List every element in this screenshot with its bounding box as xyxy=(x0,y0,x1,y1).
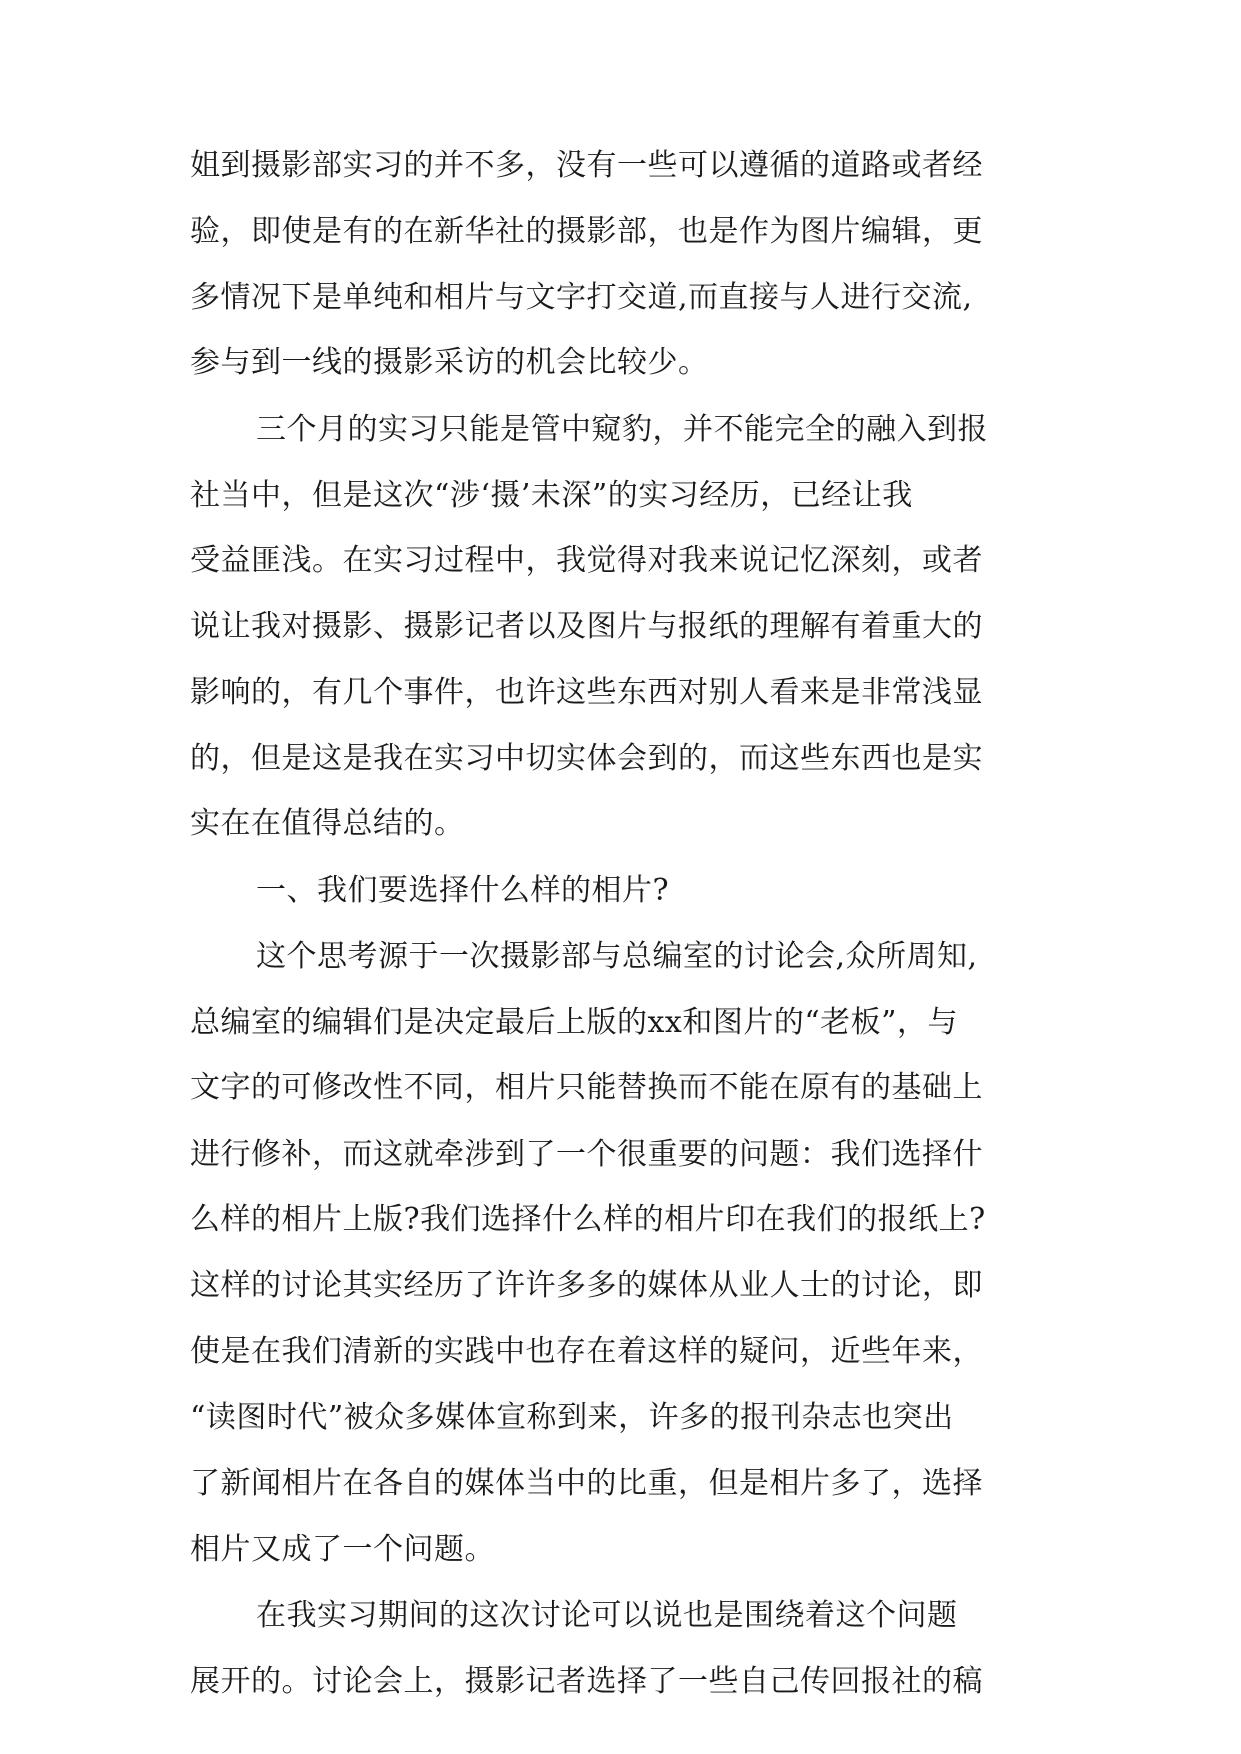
text-line: 验，即使是有的在新华社的摄影部，也是作为图片编辑，更 xyxy=(190,214,983,249)
text-line: 展开的。讨论会上，摄影记者选择了一些自己传回报社的稿 xyxy=(190,1664,983,1699)
text-line: 这样的讨论其实经历了许许多多的媒体从业人士的讨论，即 xyxy=(190,1268,983,1303)
section-heading: 一、我们要选择什么样的相片? xyxy=(256,873,670,908)
text-line: 多情况下是单纯和相片与文字打交道,而直接与人进行交流, xyxy=(190,280,973,315)
text-line: “读图时代”被众多媒体宣称到来，许多的报刊杂志也突出 xyxy=(190,1400,954,1435)
text-line: 实在在值得总结的。 xyxy=(190,806,465,841)
text-line: 受益匪浅。在实习过程中，我觉得对我来说记忆深刻，或者 xyxy=(190,543,983,578)
text-line: 姐到摄影部实习的并不多，没有一些可以遵循的道路或者经 xyxy=(190,148,983,183)
text-line: 社当中，但是这次“涉‘摄’未深”的实习经历，已经让我 xyxy=(190,478,913,513)
paragraph-first-line: 三个月的实习只能是管中窥豹，并不能完全的融入到报 xyxy=(256,412,988,447)
text-line: 总编室的编辑们是决定最后上版的xx和图片的“老板”，与 xyxy=(190,1005,959,1040)
text-line: 么样的相片上版?我们选择什么样的相片印在我们的报纸上? xyxy=(190,1202,986,1237)
text-line: 参与到一线的摄影采访的机会比较少。 xyxy=(190,345,709,380)
text-line: 文字的可修改性不同，相片只能替换而不能在原有的基础上 xyxy=(190,1070,983,1105)
text-line: 的，但是这是我在实习中切实体会到的，而这些东西也是实 xyxy=(190,741,983,776)
text-line: 使是在我们清新的实践中也存在着这样的疑问，近些年来， xyxy=(190,1334,983,1369)
text-line: 相片又成了一个问题。 xyxy=(190,1532,495,1567)
text-line: 进行修补，而这就牵涉到了一个很重要的问题：我们选择什 xyxy=(190,1137,983,1172)
paragraph-first-line: 这个思考源于一次摄影部与总编室的讨论会,众所周知, xyxy=(256,939,978,974)
text-line: 影响的，有几个事件，也许这些东西对别人看来是非常浅显 xyxy=(190,675,983,710)
paragraph-first-line: 在我实习期间的这次讨论可以说也是围绕着这个问题 xyxy=(256,1598,958,1633)
text-line: 了新闻相片在各自的媒体当中的比重，但是相片多了，选择 xyxy=(190,1466,983,1501)
text-line: 说让我对摄影、摄影记者以及图片与报纸的理解有着重大的 xyxy=(190,609,983,644)
